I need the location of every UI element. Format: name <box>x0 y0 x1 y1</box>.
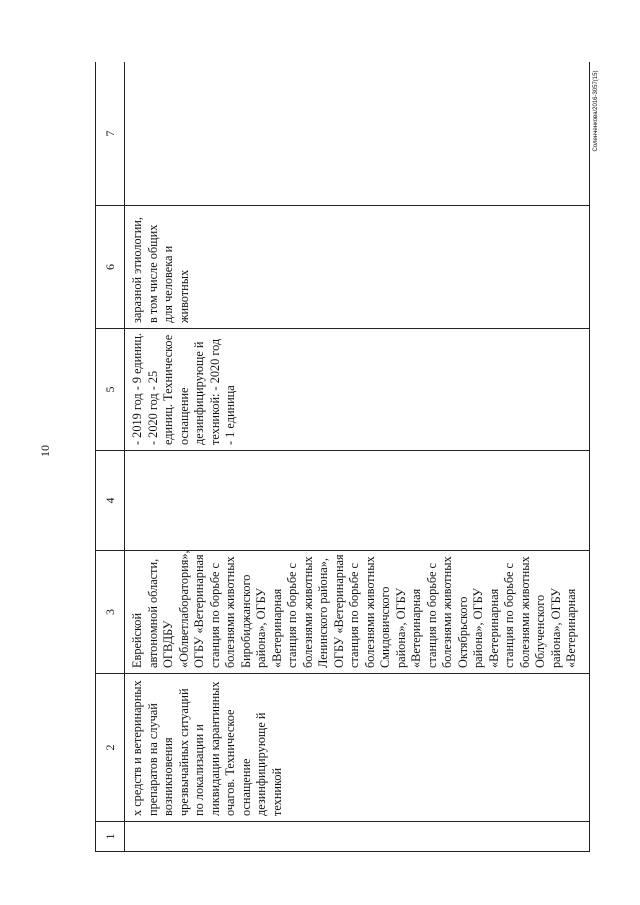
column-header-4: 4 <box>96 451 125 551</box>
column-header-1: 1 <box>96 822 125 852</box>
cell-executors <box>125 551 590 674</box>
cell-column-7 <box>125 62 590 206</box>
cell-column-4 <box>125 451 590 551</box>
cell-text: х средств и ветеринарных препаратов на случай возникновения чрезвычайных ситуаций по локализации и ликвидации карантинных очагов. Техническое оснащение дезинфицирующе й техникой <box>130 680 284 816</box>
program-table <box>95 62 590 852</box>
cell-text: - 2019 год - 9 единиц. - 2020 год - 25 единиц. Техническое оснащение дезинфицирующе й техникой: - 2020 год - 1 единица <box>130 332 237 445</box>
header-row <box>96 62 125 852</box>
cell-text <box>125 451 130 550</box>
rotated-table-container <box>95 62 590 852</box>
table-row <box>125 62 590 852</box>
cell-text: заразной этиологии, в том числе общих для человека и животных <box>130 217 191 323</box>
cell-text <box>125 822 130 851</box>
cell-column-6 <box>125 206 590 329</box>
column-header-5: 5 <box>96 329 125 451</box>
cell-activity <box>125 674 590 822</box>
cell-number <box>125 822 590 852</box>
table-viewport <box>95 62 590 852</box>
cell-indicators <box>125 329 590 451</box>
document-code: Соленченкова/2016-3057(15) <box>593 70 599 152</box>
column-header-6: 6 <box>96 206 125 329</box>
column-header-3: 3 <box>96 551 125 674</box>
cell-text: Еврейской автономной области, ОГВДБУ «Облветлаборатория», ОГБУ «Ветеринарная станция по борьбе с болезнями животных Биробиджанского района», ОГБУ «Ветеринарная станция по борьбе с болезнями животных Ленинского района», ОГБУ «Ветеринарная станция по борьбе с болезнями животных Смидовичского района», ОГБУ «Ветеринарная станция по борьбе с болезнями животных Октябрьского района», ОГБУ «Ветеринарная станция по борьбе с болезнями животных Облученского района», ОГБУ «Ветеринарная <box>130 550 578 668</box>
column-header-2: 2 <box>96 674 125 822</box>
column-header-7: 7 <box>96 62 125 206</box>
page-number: 10 <box>38 445 52 457</box>
cell-text <box>125 62 130 205</box>
